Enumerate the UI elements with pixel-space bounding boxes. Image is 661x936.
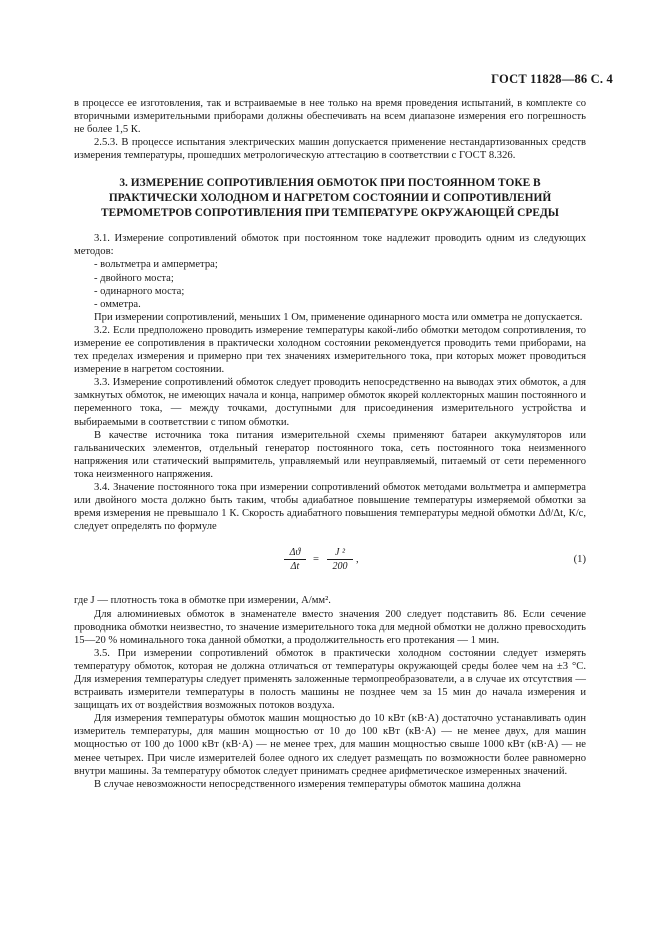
list-item: - двойного моста; <box>94 272 174 284</box>
list-item: - омметра. <box>94 298 141 310</box>
paragraph: В качестве источника тока питания измерительной схемы применяют батареи аккумуляторов или гальванических элементов, отдельный генератор постоянного тока, сеть постоянного тока неизменного напряжения или статический выпрямитель, управляемый или неуправляемый, питаемый от сети переменного тока неизменного напряжения. <box>74 429 586 480</box>
paragraph: 2.5.3. В процессе испытания электрических машин допускается применение нестандартизованных средств измерения температуры, прошедших метрологическую аттестацию в соответствии с ГОСТ 8.326. <box>74 137 586 162</box>
paragraph: 3.3. Измерение сопротивлений обмоток следует проводить непосредственно на выводах этих обмоток, а для замкнутых обмоток, не имеющих начала и конца, например обмоток якорей коллекторных машин постоянного и переменного тока, — между точками, доступными для присоединения измерительного устройства и выбираемыми в соответствии с типом обмотки. <box>74 377 586 428</box>
section-title: 3. ИЗМЕРЕНИЕ СОПРОТИВЛЕНИЯ ОБМОТОК ПРИ ПОСТОЯННОМ ТОКЕ В ПРАКТИЧЕСКИ ХОЛОДНОМ И НАГРЕТОМ СОСТОЯНИИ И СОПРОТИВЛЕНИЙ ТЕРМОМЕТРОВ СОПРОТИВЛЕНИЯ ПРИ ТЕМПЕРАТУРЕ ОКРУЖАЮЩЕЙ СРЕДЫ <box>101 177 559 219</box>
formula-lhs-numerator: Δϑ <box>284 546 306 560</box>
paragraph: 3.1. Измерение сопротивлений обмоток при постоянном токе надлежит проводить одним из следующих методов: <box>74 233 586 258</box>
document-body <box>74 97 586 791</box>
list-item: - одинарного моста; <box>94 285 185 297</box>
formula-rhs-fraction <box>327 546 353 573</box>
formula-explanation: где J — плотность тока в обмотке при измерении, А/мм². <box>74 595 331 607</box>
formula-rhs-numerator: J ² <box>327 546 353 560</box>
paragraph: Для алюминиевых обмоток в знаменателе вместо значения 200 следует подставить 86. Если сечение проводника обмотки неизвестно, то значение измерительного тока для медной обмотки не должно превосходить 15—20 % номинального тока данной обмотки, а продолжительность его протекания — 1 мин. <box>74 608 586 646</box>
formula-comma: , <box>356 554 359 566</box>
paragraph: При измерении сопротивлений, меньших 1 Ом, применение одинарного моста или омметра не допускается. <box>94 311 583 323</box>
paragraph: 3.4. Значение постоянного тока при измерении сопротивлений обмоток методами вольтметра и амперметра или двойного моста должно быть таким, чтобы адиабатное повышение температуры измеряемой обмотки за время измерения не превышало 1 К. Скорость адиабатного повышения температуры медной обмотки Δϑ/Δt, К/с, следует определять по формуле <box>74 482 586 533</box>
formula-lhs-denominator: Δt <box>290 561 300 573</box>
paragraph: В случае невозможности непосредственного измерения температуры обмоток машина должна <box>94 778 521 790</box>
formula <box>74 540 586 590</box>
formula-equals: = <box>313 554 319 566</box>
paragraph: 3.2. Если предположено проводить измерение температуры какой-либо обмотки методом сопротивления, то измерение ее сопротивления в практически холодном состоянии рекомендуется проводить теми приборами, на тех пределах измерения и примерно при тех значениях измерительного тока, при которых может проводиться измерение в нагретом состоянии. <box>74 324 586 376</box>
formula-lhs-fraction <box>284 546 306 573</box>
document-header: ГОСТ 11828—86 С. 4 <box>491 72 613 86</box>
paragraph: Для измерения температуры обмоток машин мощностью до 10 кВт (кВ·А) достаточно устанавливать один измеритель температуры, для машин мощностью от 10 до 100 кВт (кВ·А) — не менее двух, для машин мощностью от 100 до 1000 кВт (кВ·А) — не менее трех, для машин мощностью свыше 1000 кВт (кВ·А) — не менее четырех. При числе измерителей более одного их следует размещать по возможности более равномерно внутри машины. За температуру обмоток следует принимать среднее арифметическое измеренных значений. <box>74 713 586 777</box>
paragraph: 3.5. При измерении сопротивлений обмоток в практически холодном состоянии следует измерять температуру обмоток, которая не должна отличаться от температуры окружающей среды более чем на ±3 °С. Для измерения температуры следует применять заложенные термопреобразователи, а в случае их отсутствия — встраивать измерители температуры в полость машины не позднее чем за 15 мин до начала измерения и защищать их от воздействия возможных потоков воздуха. <box>74 647 586 712</box>
formula-number: (1) <box>573 554 586 566</box>
list-item: - вольтметра и амперметра; <box>94 259 218 271</box>
formula-rhs-denominator: 200 <box>332 561 348 573</box>
paragraph: в процессе ее изготовления, так и встраиваемые в нее только на время проведения испытаний, в комплекте со вторичными измерительными приборами должны обеспечивать на всем диапазоне измерения его погрешность не более 1,5 К. <box>74 98 586 136</box>
